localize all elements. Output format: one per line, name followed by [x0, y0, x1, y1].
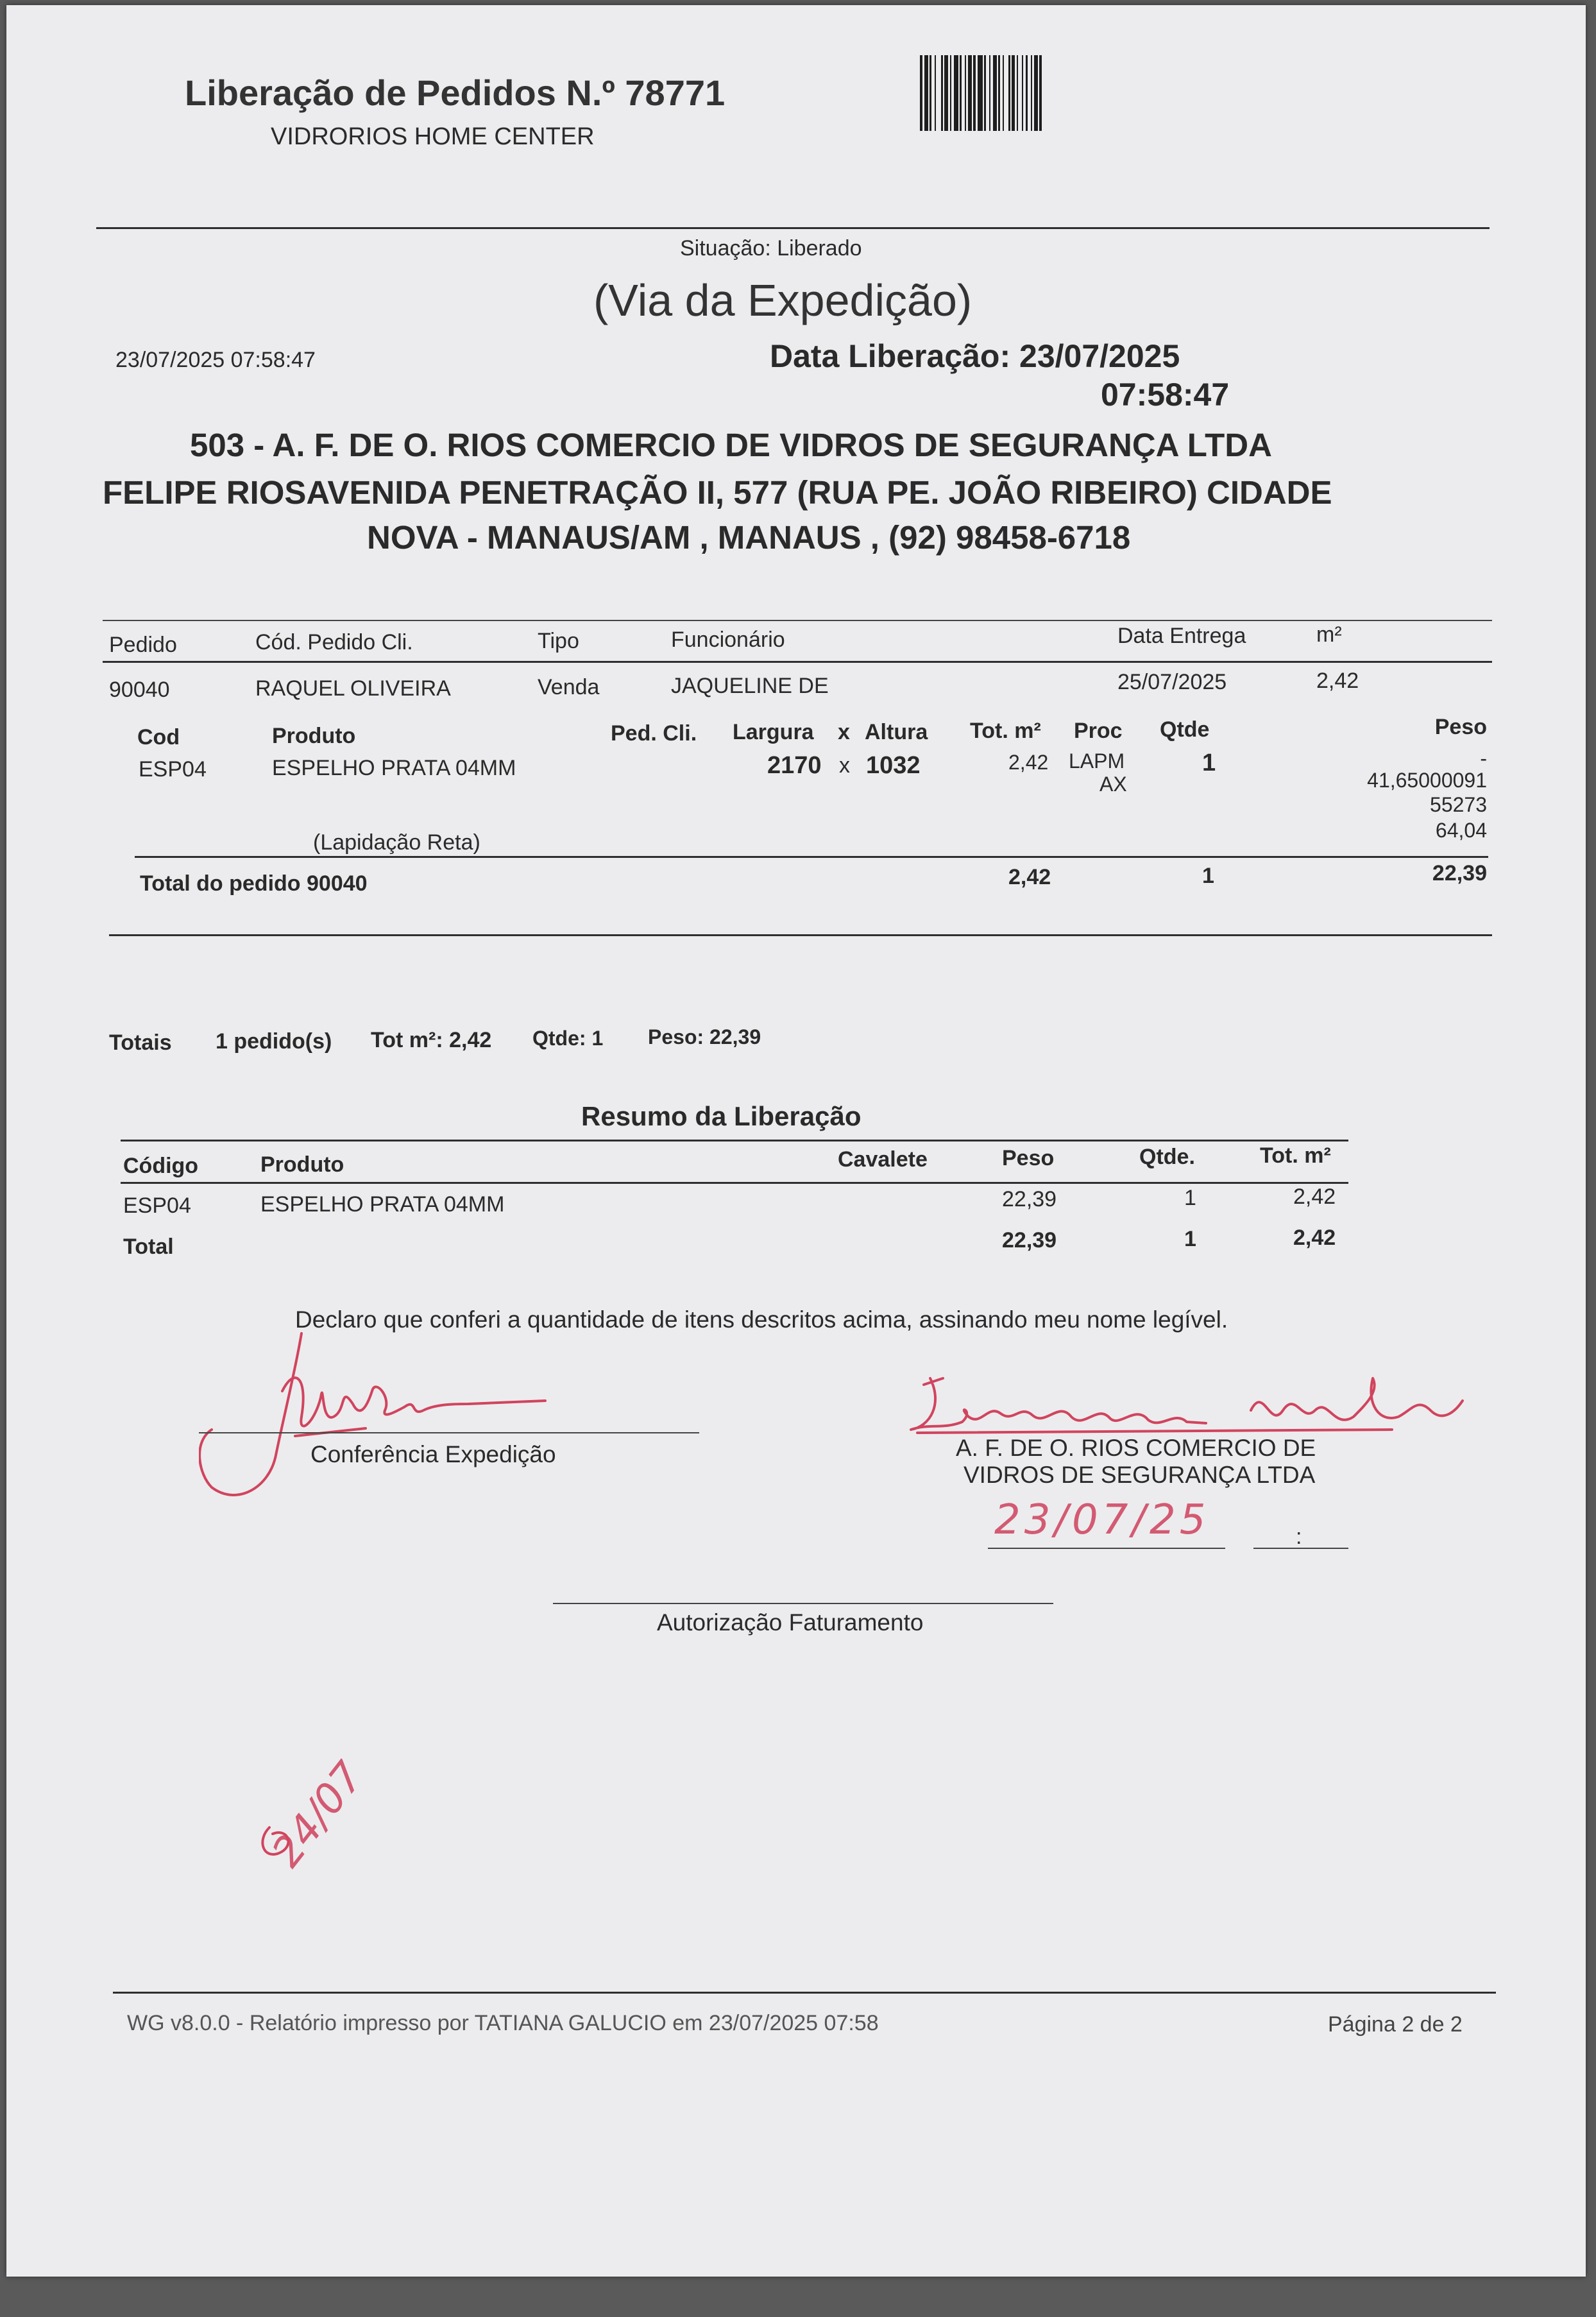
col-header-cod-pedido-cli: Cód. Pedido Cli.	[255, 630, 413, 654]
status-text: Situação: Liberado	[680, 236, 862, 261]
totals-orders: 1 pedido(s)	[216, 1029, 332, 1054]
order-table-header-line	[103, 661, 1492, 663]
customer-address-line2: NOVA - MANAUS/AM , MANAUS , (92) 98458-6718	[367, 519, 1131, 556]
summary-top-line	[121, 1140, 1348, 1141]
barcode-bar	[936, 55, 941, 131]
summary-weight: 22,39	[1002, 1187, 1057, 1211]
summary-total-qtde: 1	[1184, 1227, 1196, 1251]
item-header-produto: Produto	[272, 724, 356, 748]
handwritten-date: 23/07/25	[994, 1496, 1210, 1544]
order-total-qtde: 1	[1202, 864, 1214, 888]
item-product: ESPELHO PRATA 04MM	[272, 756, 516, 780]
item-width: 2170	[767, 752, 822, 779]
item-header-altura: Altura	[865, 720, 928, 744]
item-weight-line4: 64,04	[1435, 819, 1487, 842]
date-line	[988, 1548, 1225, 1549]
document-page	[6, 5, 1586, 2277]
order-total-label: Total do pedido 90040	[140, 871, 368, 896]
item-weight-line1: -	[1480, 747, 1487, 770]
left-signature	[199, 1314, 558, 1507]
authorization-line	[553, 1603, 1053, 1604]
totals-m2: Tot m²: 2,42	[371, 1028, 492, 1052]
employee: JAQUELINE DE	[671, 674, 829, 698]
barcode-bar	[1004, 55, 1008, 131]
summary-header-peso: Peso	[1002, 1146, 1055, 1170]
summary-code: ESP04	[123, 1193, 191, 1218]
order-number: 90040	[109, 678, 170, 702]
release-time: 07:58:47	[1101, 377, 1230, 413]
order-m2: 2,42	[1316, 669, 1359, 693]
printed-timestamp: 23/07/2025 07:58:47	[115, 348, 316, 372]
page-number: Página 2 de 2	[1328, 2012, 1463, 2037]
item-weight-line2: 41,65000091	[1367, 769, 1487, 792]
summary-total-tot-m2: 2,42	[1293, 1226, 1336, 1250]
customer-name: 503 - A. F. DE O. RIOS COMERCIO DE VIDROS DE SEGURANÇA LTDA	[190, 427, 1272, 463]
item-times-sign: x	[839, 753, 850, 778]
footer-print-info: WG v8.0.0 - Relatório impresso por TATIANA GALUCIO em 23/07/2025 07:58	[127, 2011, 879, 2035]
item-proc-line1: LAPM	[1069, 749, 1125, 773]
item-processing-note: (Lapidação Reta)	[313, 830, 480, 855]
client-order-code: RAQUEL OLIVEIRA	[255, 676, 451, 701]
totals-peso: Peso: 22,39	[648, 1025, 761, 1048]
left-signature-label: Conferência Expedição	[310, 1441, 556, 1467]
release-date: Data Liberação: 23/07/2025	[770, 338, 1180, 374]
barcode-bar	[1042, 55, 1047, 131]
item-header-ped-cli: Ped. Cli.	[611, 721, 697, 746]
item-weight-line3: 55273	[1430, 793, 1487, 816]
margin-mark	[250, 1815, 314, 1879]
left-signature-line	[199, 1432, 699, 1433]
margin-handwritten-note: 24/07	[263, 1753, 373, 1876]
barcode-bar	[978, 55, 983, 131]
item-tot-m2: 2,42	[1008, 751, 1049, 774]
totals-qtde: Qtde: 1	[532, 1027, 604, 1050]
customer-address-line1: FELIPE RIOSAVENIDA PENETRAÇÃO II, 577 (RUA PE. JOÃO RIBEIRO) CIDADE	[103, 474, 1332, 511]
summary-header-line	[121, 1182, 1348, 1184]
authorization-label: Autorização Faturamento	[657, 1609, 924, 1636]
footer-line	[113, 1992, 1496, 1994]
delivery-date: 25/07/2025	[1117, 670, 1227, 694]
summary-header-qtde: Qtde.	[1139, 1145, 1195, 1169]
item-header-peso: Peso	[1434, 715, 1487, 739]
document-title: Liberação de Pedidos N.º 78771	[185, 73, 726, 113]
item-proc-line2: AX	[1099, 773, 1127, 796]
summary-header-cavalete: Cavalete	[838, 1147, 928, 1172]
summary-title: Resumo da Liberação	[581, 1101, 862, 1131]
order-section-end-line	[109, 934, 1492, 936]
store-name: VIDRORIOS HOME CENTER	[271, 123, 595, 150]
company-signature-line2: VIDROS DE SEGURANÇA LTDA	[964, 1462, 1316, 1488]
summary-total-weight: 22,39	[1002, 1228, 1057, 1253]
summary-header-codigo: Código	[123, 1154, 199, 1178]
barcode-bar	[954, 55, 958, 131]
summary-qtde: 1	[1184, 1186, 1196, 1210]
summary-product: ESPELHO PRATA 04MM	[260, 1192, 505, 1217]
declaration-text: Declaro que conferi a quantidade de itens descritos acima, assinando meu nome legível.	[295, 1306, 1228, 1333]
summary-total-label: Total	[123, 1235, 174, 1259]
item-header-qtde: Qtde	[1160, 717, 1210, 742]
item-header-cod: Cod	[137, 725, 180, 749]
col-header-m2: m²	[1316, 622, 1342, 647]
order-table-top-line	[103, 620, 1492, 621]
col-header-pedido: Pedido	[109, 633, 177, 657]
summary-tot-m2: 2,42	[1293, 1184, 1336, 1209]
summary-header-tot-m2: Tot. m²	[1260, 1143, 1331, 1168]
order-type: Venda	[538, 675, 600, 699]
order-total-m2: 2,42	[1008, 865, 1051, 889]
copy-label: (Via da Expedição)	[593, 275, 972, 325]
item-height: 1032	[866, 752, 921, 779]
item-qtde: 1	[1202, 749, 1216, 776]
item-header-x: x	[838, 720, 850, 744]
col-header-funcionario: Funcionário	[671, 628, 785, 652]
time-separator: :	[1296, 1525, 1302, 1549]
col-header-tipo: Tipo	[538, 629, 579, 653]
col-header-data-entrega: Data Entrega	[1117, 624, 1246, 648]
order-total-peso: 22,39	[1432, 861, 1487, 885]
item-header-proc: Proc	[1074, 719, 1123, 743]
company-signature-line1: A. F. DE O. RIOS COMERCIO DE	[956, 1435, 1316, 1461]
order-total-line	[135, 856, 1488, 858]
header-divider	[96, 227, 1490, 229]
item-header-tot-m2: Tot. m²	[970, 719, 1041, 743]
summary-header-produto: Produto	[260, 1152, 344, 1177]
barcode	[920, 55, 1170, 131]
item-header-largura: Largura	[733, 720, 814, 744]
item-code: ESP04	[139, 757, 207, 782]
totals-label: Totais	[109, 1030, 172, 1055]
